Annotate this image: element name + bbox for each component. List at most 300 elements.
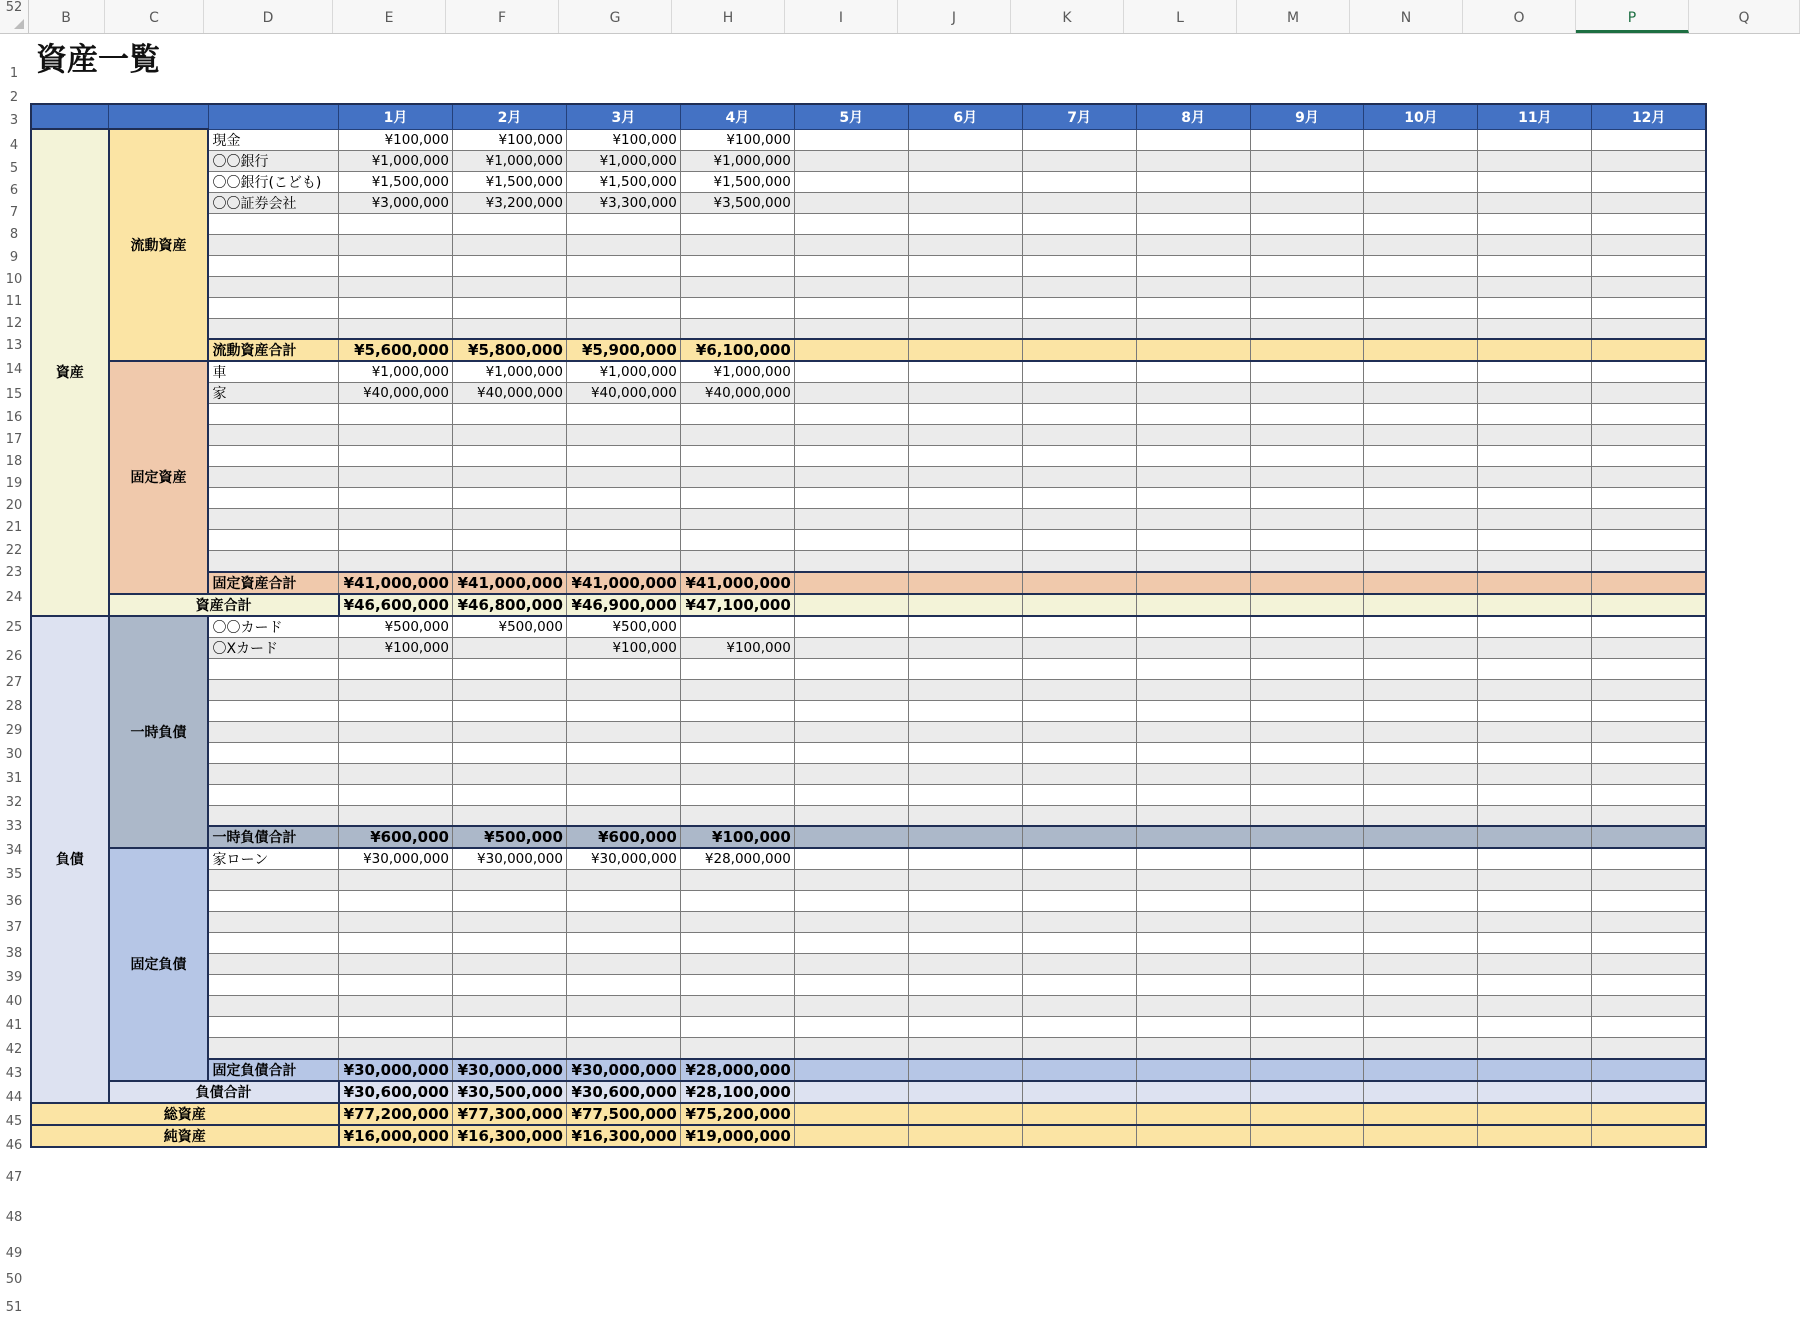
value-cell[interactable] xyxy=(452,996,566,1017)
value-cell[interactable] xyxy=(1250,616,1364,638)
value-cell[interactable] xyxy=(1136,975,1250,996)
value-cell[interactable] xyxy=(339,276,453,297)
value-cell[interactable] xyxy=(794,912,908,933)
row-header[interactable]: 32 xyxy=(5,795,23,810)
value-cell[interactable] xyxy=(1478,891,1592,912)
value-cell[interactable] xyxy=(339,446,453,467)
row-header[interactable]: 17 xyxy=(5,432,23,447)
value-cell[interactable] xyxy=(1250,1038,1364,1059)
value-cell[interactable] xyxy=(1478,276,1592,297)
value-cell[interactable] xyxy=(680,446,794,467)
value-cell[interactable] xyxy=(1136,488,1250,509)
value-cell[interactable] xyxy=(1364,805,1478,826)
value-cell[interactable]: ¥1,000,000 xyxy=(680,150,794,171)
value-cell[interactable] xyxy=(1136,1017,1250,1038)
value-cell[interactable] xyxy=(908,805,1022,826)
value-cell[interactable] xyxy=(339,404,453,425)
sheet-title[interactable]: 資産一覧 xyxy=(36,42,160,78)
value-cell[interactable] xyxy=(1022,996,1136,1017)
value-cell[interactable] xyxy=(1136,255,1250,276)
value-cell[interactable]: ¥500,000 xyxy=(566,616,680,638)
value-cell[interactable] xyxy=(908,129,1022,150)
month-header-cell[interactable]: 11月 xyxy=(1478,104,1592,129)
item-label-cell[interactable] xyxy=(208,954,338,975)
value-cell[interactable] xyxy=(452,954,566,975)
value-cell[interactable] xyxy=(1022,763,1136,784)
value-cell[interactable] xyxy=(1022,404,1136,425)
item-label-cell[interactable]: 〇〇銀行 xyxy=(208,150,338,171)
subtotal-value-cell[interactable] xyxy=(1478,572,1592,594)
subtotal-value-cell[interactable]: ¥100,000 xyxy=(680,826,794,848)
value-cell[interactable] xyxy=(908,658,1022,679)
value-cell[interactable] xyxy=(1250,912,1364,933)
value-cell[interactable] xyxy=(1478,848,1592,870)
liability-total-row-value[interactable] xyxy=(1250,1081,1364,1103)
subtotal-value-cell[interactable] xyxy=(908,1059,1022,1081)
value-cell[interactable] xyxy=(1022,530,1136,551)
item-label-cell[interactable] xyxy=(208,870,338,891)
value-cell[interactable] xyxy=(794,467,908,488)
asset-total-row-value[interactable] xyxy=(1022,594,1136,616)
value-cell[interactable] xyxy=(1592,975,1706,996)
value-cell[interactable] xyxy=(908,551,1022,572)
value-cell[interactable] xyxy=(1364,616,1478,638)
value-cell[interactable] xyxy=(1592,721,1706,742)
net-assets-row-label[interactable]: 純資産 xyxy=(31,1125,339,1147)
value-cell[interactable] xyxy=(452,637,566,658)
value-cell[interactable] xyxy=(339,912,453,933)
value-cell[interactable] xyxy=(452,234,566,255)
value-cell[interactable] xyxy=(1136,912,1250,933)
value-cell[interactable] xyxy=(1364,213,1478,234)
value-cell[interactable] xyxy=(452,1038,566,1059)
value-cell[interactable] xyxy=(1364,509,1478,530)
value-cell[interactable] xyxy=(1364,129,1478,150)
asset-total-row-value[interactable]: ¥46,800,000 xyxy=(452,594,566,616)
value-cell[interactable] xyxy=(908,404,1022,425)
value-cell[interactable] xyxy=(908,213,1022,234)
subtotal-value-cell[interactable]: ¥600,000 xyxy=(566,826,680,848)
value-cell[interactable] xyxy=(680,954,794,975)
value-cell[interactable] xyxy=(1136,425,1250,446)
value-cell[interactable] xyxy=(1592,700,1706,721)
net-assets-row-value[interactable]: ¥16,300,000 xyxy=(566,1125,680,1147)
item-label-cell[interactable]: 車 xyxy=(208,361,338,383)
gross-assets-row-value[interactable]: ¥75,200,000 xyxy=(680,1103,794,1125)
value-cell[interactable] xyxy=(339,551,453,572)
value-cell[interactable] xyxy=(908,700,1022,721)
row-header[interactable]: 34 xyxy=(5,843,23,858)
item-label-cell[interactable] xyxy=(208,742,338,763)
value-cell[interactable] xyxy=(680,784,794,805)
value-cell[interactable] xyxy=(452,509,566,530)
row-header[interactable]: 48 xyxy=(5,1210,23,1225)
value-cell[interactable] xyxy=(1022,446,1136,467)
value-cell[interactable] xyxy=(339,870,453,891)
month-header-cell[interactable]: 9月 xyxy=(1250,104,1364,129)
value-cell[interactable] xyxy=(1136,530,1250,551)
value-cell[interactable] xyxy=(566,996,680,1017)
value-cell[interactable] xyxy=(566,784,680,805)
value-cell[interactable] xyxy=(1136,637,1250,658)
item-label-cell[interactable] xyxy=(208,805,338,826)
row-header[interactable]: 25 xyxy=(5,620,23,635)
value-cell[interactable] xyxy=(1364,297,1478,318)
value-cell[interactable] xyxy=(452,742,566,763)
value-cell[interactable] xyxy=(1136,1038,1250,1059)
value-cell[interactable] xyxy=(1022,255,1136,276)
subtotal-value-cell[interactable]: ¥41,000,000 xyxy=(566,572,680,594)
item-label-cell[interactable] xyxy=(208,234,338,255)
value-cell[interactable] xyxy=(1136,318,1250,339)
row-header[interactable]: 5 xyxy=(9,161,19,176)
row-header[interactable]: 21 xyxy=(5,520,23,535)
column-header-K[interactable]: K xyxy=(1011,0,1124,33)
value-cell[interactable]: ¥1,500,000 xyxy=(566,171,680,192)
value-cell[interactable] xyxy=(1364,870,1478,891)
value-cell[interactable] xyxy=(1022,954,1136,975)
value-cell[interactable] xyxy=(452,912,566,933)
value-cell[interactable] xyxy=(908,488,1022,509)
value-cell[interactable] xyxy=(566,425,680,446)
value-cell[interactable] xyxy=(1250,234,1364,255)
value-cell[interactable] xyxy=(1592,213,1706,234)
value-cell[interactable] xyxy=(1250,383,1364,404)
value-cell[interactable] xyxy=(1364,488,1478,509)
value-cell[interactable] xyxy=(452,488,566,509)
value-cell[interactable] xyxy=(908,637,1022,658)
value-cell[interactable]: ¥1,500,000 xyxy=(452,171,566,192)
column-header-Q[interactable]: Q xyxy=(1689,0,1800,33)
value-cell[interactable] xyxy=(680,213,794,234)
value-cell[interactable] xyxy=(1136,954,1250,975)
month-header-cell[interactable]: 4月 xyxy=(680,104,794,129)
value-cell[interactable] xyxy=(1136,467,1250,488)
header-blank-cell[interactable] xyxy=(208,104,338,129)
value-cell[interactable] xyxy=(1478,383,1592,404)
value-cell[interactable] xyxy=(1592,658,1706,679)
value-cell[interactable] xyxy=(1478,404,1592,425)
value-cell[interactable] xyxy=(1022,870,1136,891)
row-header[interactable]: 15 xyxy=(5,387,23,402)
value-cell[interactable] xyxy=(339,509,453,530)
gross-assets-row-value[interactable] xyxy=(1478,1103,1592,1125)
value-cell[interactable]: ¥500,000 xyxy=(452,616,566,638)
value-cell[interactable] xyxy=(1592,933,1706,954)
value-cell[interactable] xyxy=(680,488,794,509)
value-cell[interactable] xyxy=(1478,255,1592,276)
value-cell[interactable] xyxy=(566,912,680,933)
value-cell[interactable] xyxy=(1592,848,1706,870)
row-header[interactable]: 42 xyxy=(5,1042,23,1057)
value-cell[interactable] xyxy=(794,276,908,297)
value-cell[interactable] xyxy=(1250,171,1364,192)
value-cell[interactable]: ¥1,000,000 xyxy=(452,150,566,171)
value-cell[interactable] xyxy=(1022,488,1136,509)
value-cell[interactable] xyxy=(1478,954,1592,975)
net-assets-row-value[interactable] xyxy=(908,1125,1022,1147)
value-cell[interactable] xyxy=(1478,192,1592,213)
item-label-cell[interactable]: 〇Xカード xyxy=(208,637,338,658)
column-header-B[interactable]: B xyxy=(28,0,105,33)
value-cell[interactable] xyxy=(1592,488,1706,509)
row-header[interactable]: 1 xyxy=(9,66,19,81)
subtotal-value-cell[interactable] xyxy=(1250,1059,1364,1081)
value-cell[interactable] xyxy=(794,637,908,658)
value-cell[interactable] xyxy=(908,467,1022,488)
month-header-cell[interactable]: 3月 xyxy=(566,104,680,129)
value-cell[interactable] xyxy=(794,192,908,213)
value-cell[interactable] xyxy=(566,530,680,551)
net-assets-row-value[interactable]: ¥16,000,000 xyxy=(339,1125,453,1147)
subtotal-value-cell[interactable] xyxy=(1136,1059,1250,1081)
value-cell[interactable] xyxy=(908,763,1022,784)
value-cell[interactable] xyxy=(1250,361,1364,383)
value-cell[interactable]: ¥3,500,000 xyxy=(680,192,794,213)
value-cell[interactable] xyxy=(680,891,794,912)
row-header[interactable]: 14 xyxy=(5,362,23,377)
subtotal-value-cell[interactable] xyxy=(1136,339,1250,361)
month-header-cell[interactable]: 2月 xyxy=(452,104,566,129)
value-cell[interactable] xyxy=(1022,616,1136,638)
value-cell[interactable] xyxy=(794,870,908,891)
value-cell[interactable] xyxy=(1136,404,1250,425)
value-cell[interactable] xyxy=(1136,848,1250,870)
column-header-P[interactable]: P xyxy=(1576,0,1689,33)
value-cell[interactable] xyxy=(1136,996,1250,1017)
item-label-cell[interactable] xyxy=(208,530,338,551)
row-header[interactable]: 49 xyxy=(5,1246,23,1261)
subtotal-value-cell[interactable] xyxy=(1478,826,1592,848)
row-header[interactable]: 51 xyxy=(5,1300,23,1315)
net-assets-row-value[interactable]: ¥16,300,000 xyxy=(452,1125,566,1147)
item-label-cell[interactable] xyxy=(208,467,338,488)
value-cell[interactable] xyxy=(339,213,453,234)
item-label-cell[interactable] xyxy=(208,1038,338,1059)
value-cell[interactable] xyxy=(1478,318,1592,339)
value-cell[interactable] xyxy=(794,383,908,404)
value-cell[interactable] xyxy=(794,1038,908,1059)
month-header-cell[interactable]: 7月 xyxy=(1022,104,1136,129)
column-header-O[interactable]: O xyxy=(1463,0,1576,33)
value-cell[interactable] xyxy=(908,679,1022,700)
value-cell[interactable]: ¥100,000 xyxy=(339,637,453,658)
value-cell[interactable] xyxy=(794,255,908,276)
value-cell[interactable] xyxy=(1136,171,1250,192)
value-cell[interactable] xyxy=(1250,975,1364,996)
value-cell[interactable] xyxy=(1250,297,1364,318)
value-cell[interactable] xyxy=(1250,637,1364,658)
value-cell[interactable] xyxy=(908,784,1022,805)
asset-total-row-value[interactable] xyxy=(908,594,1022,616)
value-cell[interactable] xyxy=(1592,425,1706,446)
value-cell[interactable] xyxy=(1022,129,1136,150)
subtotal-value-cell[interactable] xyxy=(1364,572,1478,594)
value-cell[interactable] xyxy=(680,234,794,255)
value-cell[interactable] xyxy=(452,318,566,339)
value-cell[interactable] xyxy=(794,805,908,826)
subtotal-value-cell[interactable]: ¥28,000,000 xyxy=(680,1059,794,1081)
value-cell[interactable] xyxy=(908,425,1022,446)
value-cell[interactable] xyxy=(1022,784,1136,805)
item-label-cell[interactable] xyxy=(208,975,338,996)
value-cell[interactable] xyxy=(566,721,680,742)
liability-total-row-value[interactable] xyxy=(1136,1081,1250,1103)
row-header[interactable]: 28 xyxy=(5,699,23,714)
month-header-cell[interactable]: 10月 xyxy=(1364,104,1478,129)
subtotal-value-cell[interactable] xyxy=(1022,1059,1136,1081)
value-cell[interactable] xyxy=(1478,361,1592,383)
value-cell[interactable] xyxy=(1592,192,1706,213)
subtotal-value-cell[interactable] xyxy=(1022,572,1136,594)
value-cell[interactable] xyxy=(1364,361,1478,383)
value-cell[interactable] xyxy=(680,404,794,425)
gross-assets-row-value[interactable]: ¥77,300,000 xyxy=(452,1103,566,1125)
value-cell[interactable] xyxy=(908,171,1022,192)
value-cell[interactable] xyxy=(566,276,680,297)
row-header[interactable]: 12 xyxy=(5,316,23,331)
value-cell[interactable] xyxy=(1022,425,1136,446)
value-cell[interactable] xyxy=(1136,276,1250,297)
value-cell[interactable]: ¥40,000,000 xyxy=(452,383,566,404)
value-cell[interactable] xyxy=(1478,171,1592,192)
section-label-fixed_liabilities[interactable]: 固定負債 xyxy=(109,848,209,1081)
subtotal-value-cell[interactable]: ¥30,000,000 xyxy=(452,1059,566,1081)
row-header[interactable]: 2 xyxy=(9,90,19,105)
value-cell[interactable] xyxy=(1592,1017,1706,1038)
row-header[interactable]: 47 xyxy=(5,1170,23,1185)
value-cell[interactable] xyxy=(794,975,908,996)
item-label-cell[interactable] xyxy=(208,721,338,742)
value-cell[interactable] xyxy=(452,891,566,912)
value-cell[interactable] xyxy=(1022,721,1136,742)
value-cell[interactable] xyxy=(794,129,908,150)
value-cell[interactable] xyxy=(1250,404,1364,425)
liability-total-row-value[interactable] xyxy=(1022,1081,1136,1103)
value-cell[interactable] xyxy=(1592,1038,1706,1059)
value-cell[interactable] xyxy=(1364,784,1478,805)
value-cell[interactable]: ¥40,000,000 xyxy=(680,383,794,404)
value-cell[interactable] xyxy=(1136,763,1250,784)
value-cell[interactable] xyxy=(680,763,794,784)
gross-assets-row-value[interactable] xyxy=(1364,1103,1478,1125)
subtotal-value-cell[interactable]: ¥41,000,000 xyxy=(680,572,794,594)
value-cell[interactable]: ¥40,000,000 xyxy=(566,383,680,404)
value-cell[interactable] xyxy=(1136,213,1250,234)
value-cell[interactable] xyxy=(452,700,566,721)
value-cell[interactable] xyxy=(1592,996,1706,1017)
row-header[interactable]: 16 xyxy=(5,410,23,425)
value-cell[interactable] xyxy=(908,383,1022,404)
value-cell[interactable] xyxy=(1022,171,1136,192)
subtotal-value-cell[interactable] xyxy=(908,826,1022,848)
value-cell[interactable] xyxy=(1478,1038,1592,1059)
value-cell[interactable]: ¥100,000 xyxy=(452,129,566,150)
value-cell[interactable] xyxy=(452,530,566,551)
net-assets-row-value[interactable] xyxy=(1022,1125,1136,1147)
value-cell[interactable] xyxy=(794,891,908,912)
liability-total-row-value[interactable] xyxy=(908,1081,1022,1103)
row-header[interactable]: 35 xyxy=(5,867,23,882)
value-cell[interactable] xyxy=(1250,425,1364,446)
value-cell[interactable] xyxy=(1364,234,1478,255)
value-cell[interactable] xyxy=(1250,784,1364,805)
row-header[interactable]: 24 xyxy=(5,590,23,605)
value-cell[interactable] xyxy=(339,297,453,318)
item-label-cell[interactable] xyxy=(208,509,338,530)
value-cell[interactable] xyxy=(1364,150,1478,171)
value-cell[interactable] xyxy=(908,150,1022,171)
row-header[interactable]: 22 xyxy=(5,543,23,558)
value-cell[interactable] xyxy=(452,805,566,826)
value-cell[interactable]: ¥1,000,000 xyxy=(566,150,680,171)
value-cell[interactable] xyxy=(1022,637,1136,658)
value-cell[interactable] xyxy=(1022,848,1136,870)
value-cell[interactable] xyxy=(1250,276,1364,297)
value-cell[interactable] xyxy=(339,234,453,255)
subtotal-value-cell[interactable] xyxy=(1250,339,1364,361)
value-cell[interactable] xyxy=(566,446,680,467)
value-cell[interactable]: ¥30,000,000 xyxy=(339,848,453,870)
value-cell[interactable] xyxy=(1022,742,1136,763)
value-cell[interactable] xyxy=(1250,996,1364,1017)
value-cell[interactable] xyxy=(908,255,1022,276)
value-cell[interactable] xyxy=(1478,996,1592,1017)
value-cell[interactable] xyxy=(908,1038,1022,1059)
value-cell[interactable] xyxy=(1022,297,1136,318)
value-cell[interactable] xyxy=(452,1017,566,1038)
value-cell[interactable] xyxy=(680,912,794,933)
header-blank-cell[interactable] xyxy=(109,104,209,129)
value-cell[interactable] xyxy=(1022,361,1136,383)
row-header[interactable]: 33 xyxy=(5,819,23,834)
row-header[interactable]: 23 xyxy=(5,565,23,580)
subtotal-value-cell[interactable] xyxy=(1022,339,1136,361)
value-cell[interactable] xyxy=(1592,446,1706,467)
item-label-cell[interactable] xyxy=(208,318,338,339)
value-cell[interactable] xyxy=(1364,1038,1478,1059)
column-header-J[interactable]: J xyxy=(898,0,1011,33)
value-cell[interactable] xyxy=(566,658,680,679)
item-label-cell[interactable] xyxy=(208,213,338,234)
value-cell[interactable] xyxy=(1250,954,1364,975)
value-cell[interactable] xyxy=(1478,700,1592,721)
value-cell[interactable] xyxy=(1592,171,1706,192)
asset-total-row-value[interactable]: ¥46,600,000 xyxy=(339,594,453,616)
value-cell[interactable] xyxy=(1364,446,1478,467)
column-header-H[interactable]: H xyxy=(672,0,785,33)
value-cell[interactable] xyxy=(1478,658,1592,679)
row-header[interactable]: 39 xyxy=(5,970,23,985)
subtotal-value-cell[interactable]: ¥600,000 xyxy=(339,826,453,848)
value-cell[interactable]: ¥3,300,000 xyxy=(566,192,680,213)
gross-assets-row-value[interactable] xyxy=(1592,1103,1706,1125)
row-header[interactable]: 44 xyxy=(5,1090,23,1105)
value-cell[interactable] xyxy=(1250,721,1364,742)
value-cell[interactable] xyxy=(1136,805,1250,826)
section-label-current_assets[interactable]: 流動資産 xyxy=(109,129,209,361)
value-cell[interactable] xyxy=(1592,361,1706,383)
net-assets-row-value[interactable] xyxy=(1478,1125,1592,1147)
value-cell[interactable] xyxy=(680,255,794,276)
value-cell[interactable] xyxy=(1592,637,1706,658)
gross-assets-row-value[interactable] xyxy=(908,1103,1022,1125)
value-cell[interactable] xyxy=(1478,933,1592,954)
subtotal-value-cell[interactable]: ¥41,000,000 xyxy=(339,572,453,594)
value-cell[interactable] xyxy=(452,933,566,954)
subtotal-value-cell[interactable]: ¥30,000,000 xyxy=(566,1059,680,1081)
value-cell[interactable] xyxy=(566,870,680,891)
